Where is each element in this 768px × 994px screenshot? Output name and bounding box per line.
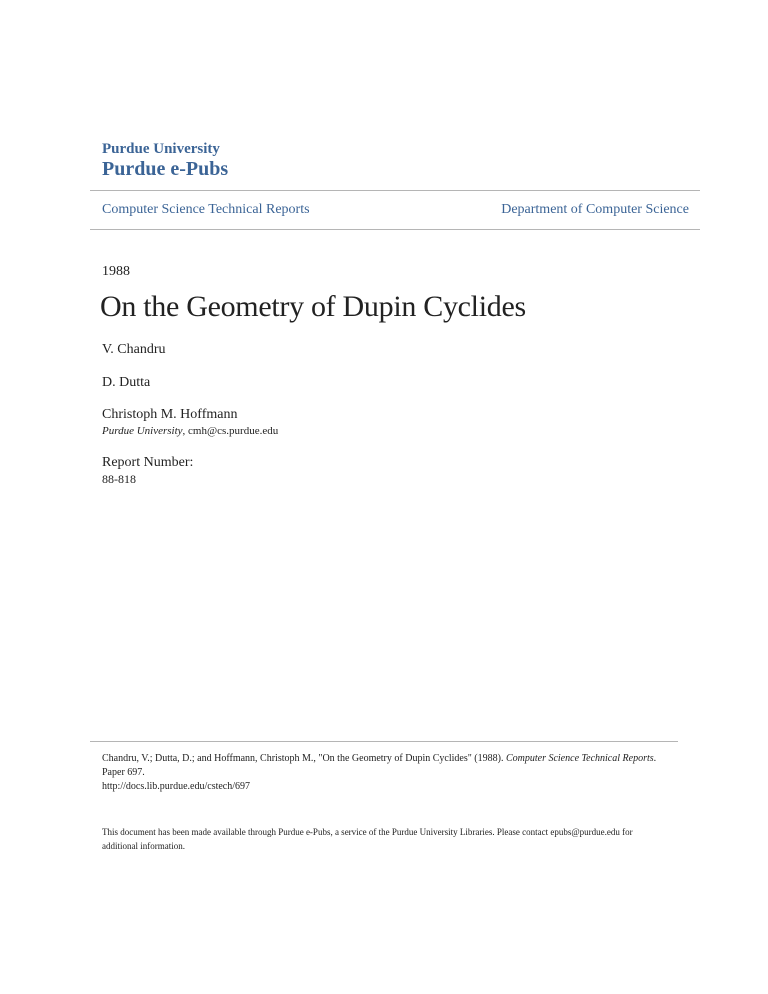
citation-series: Computer Science Technical Reports [505, 753, 654, 764]
repository-name[interactable]: Purdue e-Pubs [102, 158, 229, 180]
paper-title: On the Geometry of Dupin Cyclides [100, 290, 526, 323]
citation-url-link[interactable]: http://docs.lib.purdue.edu/cstech/697 [102, 781, 251, 792]
author-affiliation: Purdue University, cmh@cs.purdue.edu [102, 425, 279, 437]
department-link[interactable]: Department of Computer Science [501, 202, 689, 217]
author-name: Christoph M. Hoffmann [102, 407, 238, 422]
report-number: 88-818 [102, 472, 136, 486]
affiliation-institution: Purdue University [102, 425, 183, 437]
middle-divider [90, 229, 700, 230]
citation-text: Chandru, V.; Dutta, D.; and Hoffmann, Christoph M., "On the Geometry of Dupin Cyclides" (1988). [102, 753, 506, 764]
series-link[interactable]: Computer Science Technical Reports [102, 202, 310, 217]
citation-block [102, 752, 662, 794]
citation-paper: . Paper 697. [102, 753, 657, 778]
publication-year: 1988 [102, 264, 130, 279]
author-email-link[interactable]: cmh@cs.purdue.edu [188, 425, 279, 437]
institution-name: Purdue University [102, 141, 220, 157]
top-divider [90, 190, 700, 191]
bottom-divider [90, 741, 678, 742]
availability-notice: This document has been made available through Purdue e-Pubs, a service of the Purdue University Libraries. Please contact epubs@purdue.edu for additional information. [102, 827, 633, 851]
author-name: D. Dutta [102, 375, 151, 390]
author-name: V. Chandru [102, 342, 166, 357]
report-number-label: Report Number: [102, 455, 194, 470]
